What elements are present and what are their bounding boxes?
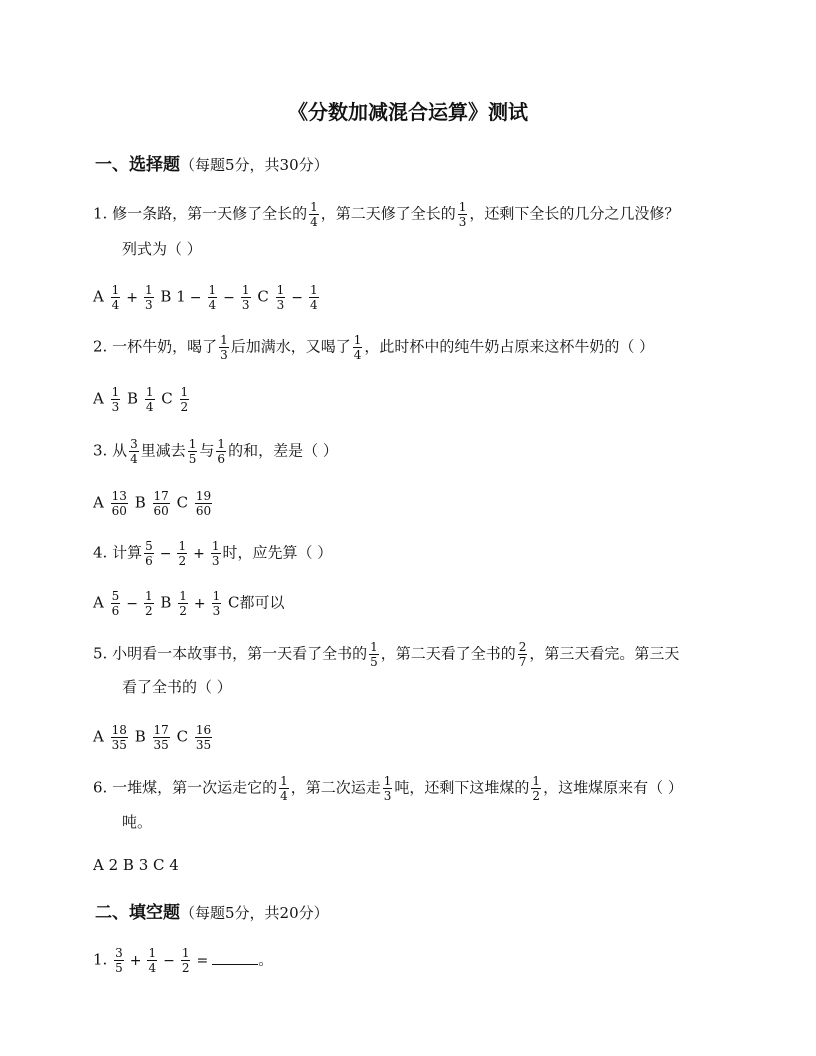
question-text: ，这堆煤原来有（ ） (543, 778, 683, 797)
question-text: 时，应先算（ ） (222, 543, 333, 562)
operator: − (126, 595, 138, 612)
fraction: $\frac{1}{4}$ (310, 200, 318, 229)
question-number: 3. (93, 441, 108, 460)
fraction: $\frac{1}{5}$ (370, 640, 378, 669)
question-text: ，第三天看完。第三天 (529, 644, 680, 663)
option-b-label: B (134, 493, 146, 512)
option-c-label: C (257, 287, 269, 306)
fraction: $\frac{1}{4}$ (280, 774, 288, 803)
question-text: ，第二次运走 (290, 778, 381, 797)
section-heading-text: 二、填空题 (95, 903, 180, 923)
fraction: $\frac{1}{6}$ (217, 437, 226, 466)
option-a-label: A (93, 593, 104, 612)
question-4 (93, 540, 332, 567)
question-number: 2. (93, 337, 108, 356)
fraction: $\frac{1}{4}$ (353, 333, 362, 362)
answer-blank (212, 950, 258, 965)
question-text: 一堆煤，第一次运走它的 (112, 778, 278, 797)
question-3 (93, 438, 338, 465)
operator: + (129, 952, 142, 969)
section-note: （每题5分，共20分） (180, 904, 329, 922)
option-c-label: C (176, 727, 189, 746)
fraction: $\frac{1}{2}$ (179, 589, 187, 618)
whole-number: 1 (176, 287, 186, 306)
option-a-label: A (93, 493, 104, 512)
fraction: $\frac{5}{6}$ (111, 589, 120, 618)
operator: + (193, 595, 206, 612)
fraction: $\frac{1}{3}$ (220, 333, 228, 362)
fraction: $\frac{1}{3}$ (241, 283, 250, 312)
page-title: 《分数加减混合运算》测试 (288, 100, 528, 124)
section-note: （每题5分，共30分） (180, 156, 329, 174)
fraction: $\frac{1}{3}$ (383, 774, 392, 803)
question-5-options (93, 724, 214, 751)
question-text: 计算 (112, 543, 143, 562)
question-text: 后加满水，又喝了 (230, 337, 351, 356)
question-6-cont: 吨。 (122, 813, 153, 831)
fraction: $\frac{1}{2}$ (181, 946, 190, 975)
operator: = (196, 952, 209, 969)
question-text: ，还剩下全长的几分之几没修？ (469, 204, 680, 223)
fraction: $\frac{1}{2}$ (180, 385, 189, 414)
option-b-label: B (127, 389, 139, 408)
fraction: $\frac{1}{3}$ (145, 283, 153, 312)
fraction: $\frac{3}{4}$ (130, 437, 138, 466)
fraction: $\frac{18}{35}$ (111, 723, 127, 752)
fraction: $\frac{2}{7}$ (518, 640, 527, 669)
fraction: $\frac{5}{6}$ (145, 539, 153, 568)
option-b-label: B (160, 287, 172, 306)
question-3-options (93, 490, 214, 517)
section-heading-text: 一、选择题 (95, 155, 180, 175)
question-1-cont: 列式为（ ） (122, 240, 202, 258)
question-4-options (93, 590, 285, 617)
fraction: $\frac{1}{3}$ (211, 539, 220, 568)
question-number: 4. (93, 543, 108, 562)
question-number: 6. (93, 778, 108, 797)
fraction: $\frac{1}{2}$ (532, 774, 541, 803)
option-a-label: A (93, 389, 104, 408)
fraction: $\frac{1}{4}$ (145, 385, 154, 414)
question-text: 一杯牛奶，喝了 (112, 337, 218, 356)
question-text: 修一条路，第一天修了全长的 (112, 204, 308, 223)
fraction: $\frac{1}{4}$ (208, 283, 217, 312)
fraction: $\frac{3}{5}$ (115, 946, 123, 975)
question-1 (93, 201, 679, 228)
question-text: 吨，还剩下这堆煤的 (394, 778, 530, 797)
fraction: $\frac{1}{5}$ (188, 437, 197, 466)
question-text: 从 (112, 441, 128, 460)
option-a-label: A (93, 727, 104, 746)
section-heading-choice (95, 150, 329, 175)
option-a-label: A (93, 287, 104, 306)
question-text: 与 (199, 441, 215, 460)
punctuation: 。 (258, 950, 274, 969)
fraction: $\frac{1}{3}$ (212, 589, 221, 618)
question-5 (93, 641, 679, 668)
fraction: $\frac{13}{60}$ (111, 489, 127, 518)
option-c-label: C (161, 389, 173, 408)
question-number: 1. (93, 950, 108, 969)
question-text: ，第二天修了全长的 (320, 204, 456, 223)
option-c-label: C (176, 493, 189, 512)
question-2-options (93, 386, 191, 413)
question-6 (93, 775, 683, 802)
fraction: $\frac{17}{35}$ (153, 723, 169, 752)
operator: − (189, 289, 202, 306)
fraction: $\frac{1}{4}$ (309, 283, 318, 312)
question-number: 1. (93, 204, 108, 223)
question-6-options: A 2 B 3 C 4 (93, 856, 179, 874)
fraction: $\frac{1}{3}$ (458, 200, 467, 229)
question-text: 里减去 (140, 441, 186, 460)
operator: − (163, 952, 175, 969)
question-number: 5. (93, 644, 108, 663)
fraction: $\frac{17}{60}$ (153, 489, 169, 518)
fraction: $\frac{1}{2}$ (178, 539, 187, 568)
operator: − (159, 545, 172, 562)
fraction: $\frac{1}{3}$ (276, 283, 285, 312)
fraction: $\frac{1}{3}$ (111, 385, 120, 414)
operator: + (193, 545, 205, 562)
question-2 (93, 334, 654, 361)
section-heading-fill (95, 898, 329, 923)
fraction: $\frac{1}{4}$ (148, 946, 157, 975)
fill-question-1 (93, 947, 273, 974)
operator: − (291, 289, 303, 306)
question-5-cont: 看了全书的（ ） (122, 678, 232, 696)
question-text: ，此时杯中的纯牛奶占原来这杯牛奶的（ ） (364, 337, 655, 356)
question-text: ，第二天看了全书的 (380, 644, 516, 663)
fraction: $\frac{1}{4}$ (111, 283, 120, 312)
operator: − (223, 289, 235, 306)
question-1-options (93, 284, 321, 311)
option-b-label: B (160, 593, 172, 612)
operator: + (126, 289, 138, 306)
question-text: 的和，差是（ ） (228, 441, 338, 460)
option-c-label: C都可以 (228, 593, 285, 612)
question-text: 小明看一本故事书，第一天看了全书的 (112, 644, 368, 663)
fraction: $\frac{1}{2}$ (145, 589, 153, 618)
option-b-label: B (134, 727, 146, 746)
fraction: $\frac{16}{35}$ (195, 723, 212, 752)
fraction: $\frac{19}{60}$ (195, 489, 212, 518)
